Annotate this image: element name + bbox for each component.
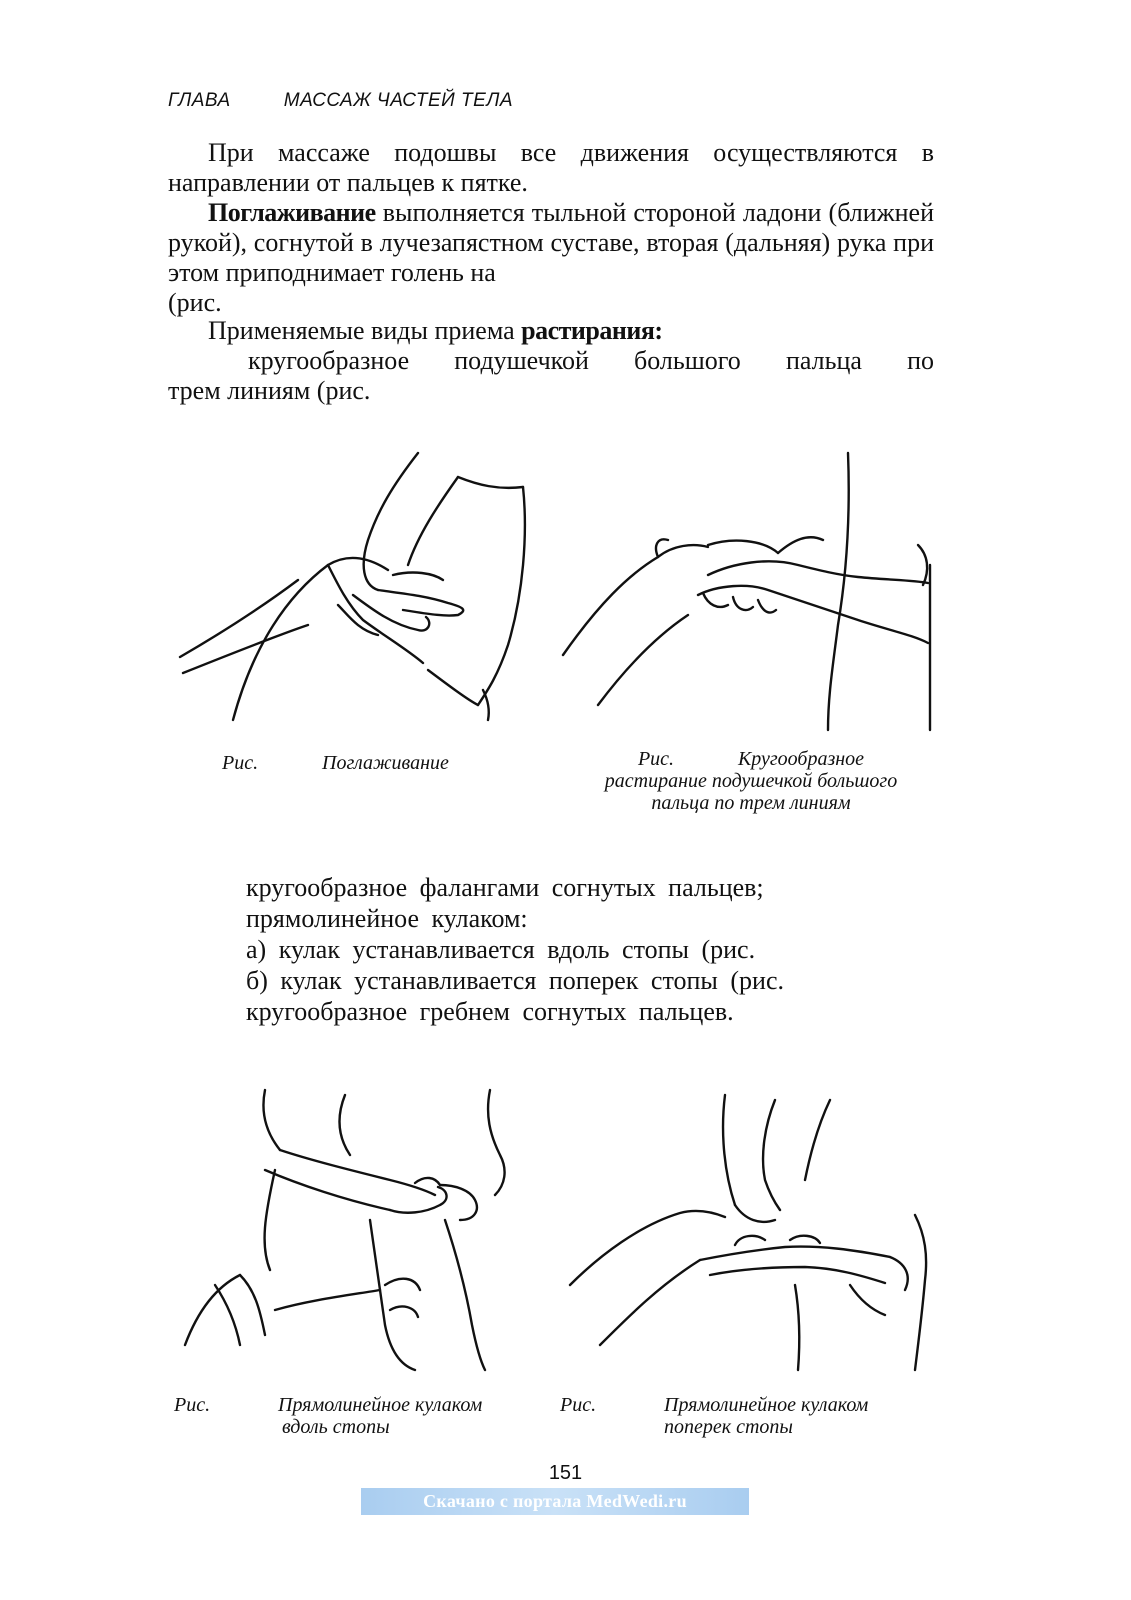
paragraph-text: При массаже подошвы все движения осуществляются в направлении от пальцев к пятке.: [168, 138, 934, 197]
caption-text: вдоль стопы: [282, 1416, 390, 1438]
figure-caption-fist-along: [174, 1394, 482, 1438]
list-item: кругообразное фалангами согнутых пальцев;: [246, 873, 764, 902]
figure-caption-fist-across: [560, 1394, 868, 1438]
page-number: 151: [548, 1462, 583, 1484]
term-rubbing: растирания:: [521, 316, 663, 345]
paragraph-text: [168, 198, 934, 288]
figure-number: Рис.: [637, 748, 675, 770]
paragraph-text-rest: выполняется тыльной стороной ладони (ближней рукой), согнутой в лучезапястном суставе, вторая (дальняя) рука при этом приподнимает голень на: [168, 198, 934, 287]
paragraph-text: кругообразное подушечкой большого пальца по: [248, 346, 934, 375]
figure-fist-along-illustration: [180, 1085, 540, 1375]
caption-text: поперек стопы: [664, 1416, 793, 1438]
figure-caption-thumb-rubbing: [566, 748, 936, 814]
paragraph-sole-direction: [168, 138, 934, 198]
figure-thumb-rubbing-illustration: [558, 445, 938, 735]
list-item: а) кулак устанавливается вдоль стопы (рис.: [246, 935, 756, 964]
figure-caption-stroking: [222, 752, 449, 774]
banner-text: Скачано с портала MedWedi.ru: [423, 1491, 687, 1511]
paragraph-text-start: Применяемые виды приема: [208, 316, 522, 345]
running-head: [168, 90, 513, 112]
technique-list: [246, 872, 856, 1027]
paragraph-text: [168, 316, 934, 346]
caption-text: растирание подушечкой большого: [604, 770, 898, 792]
list-item: б) кулак устанавливается поперек стопы (рис.: [246, 966, 784, 995]
figure-stroking-illustration: [178, 445, 538, 730]
figure-number: Рис.: [222, 752, 259, 774]
figure-fist-across-illustration: [560, 1085, 940, 1375]
paragraph-text: трем линиям (рис.: [168, 376, 371, 405]
caption-text: пальца по трем линиям: [651, 792, 851, 814]
figure-number: Рис.: [560, 1394, 597, 1416]
caption-text: Прямолинейное кулаком: [278, 1394, 483, 1416]
paragraph-stroking: [168, 198, 934, 318]
figure-reference: (рис.: [168, 288, 222, 317]
chapter-title: МАССАЖ ЧАСТЕЙ ТЕЛА: [283, 90, 514, 111]
list-item: прямолинейное кулаком:: [246, 904, 528, 933]
caption-text: Поглаживание: [322, 752, 449, 774]
list-item: кругообразное гребнем согнутых пальцев.: [246, 997, 734, 1026]
download-banner[interactable]: [361, 1488, 749, 1515]
chapter-label: ГЛАВА: [168, 90, 231, 111]
paragraph-rubbing: [168, 316, 934, 406]
term-stroking: Поглаживание: [208, 198, 376, 227]
caption-text: Прямолинейное кулаком: [664, 1394, 869, 1416]
figure-number: Рис.: [174, 1394, 211, 1416]
caption-text: Кругообразное: [737, 748, 865, 770]
